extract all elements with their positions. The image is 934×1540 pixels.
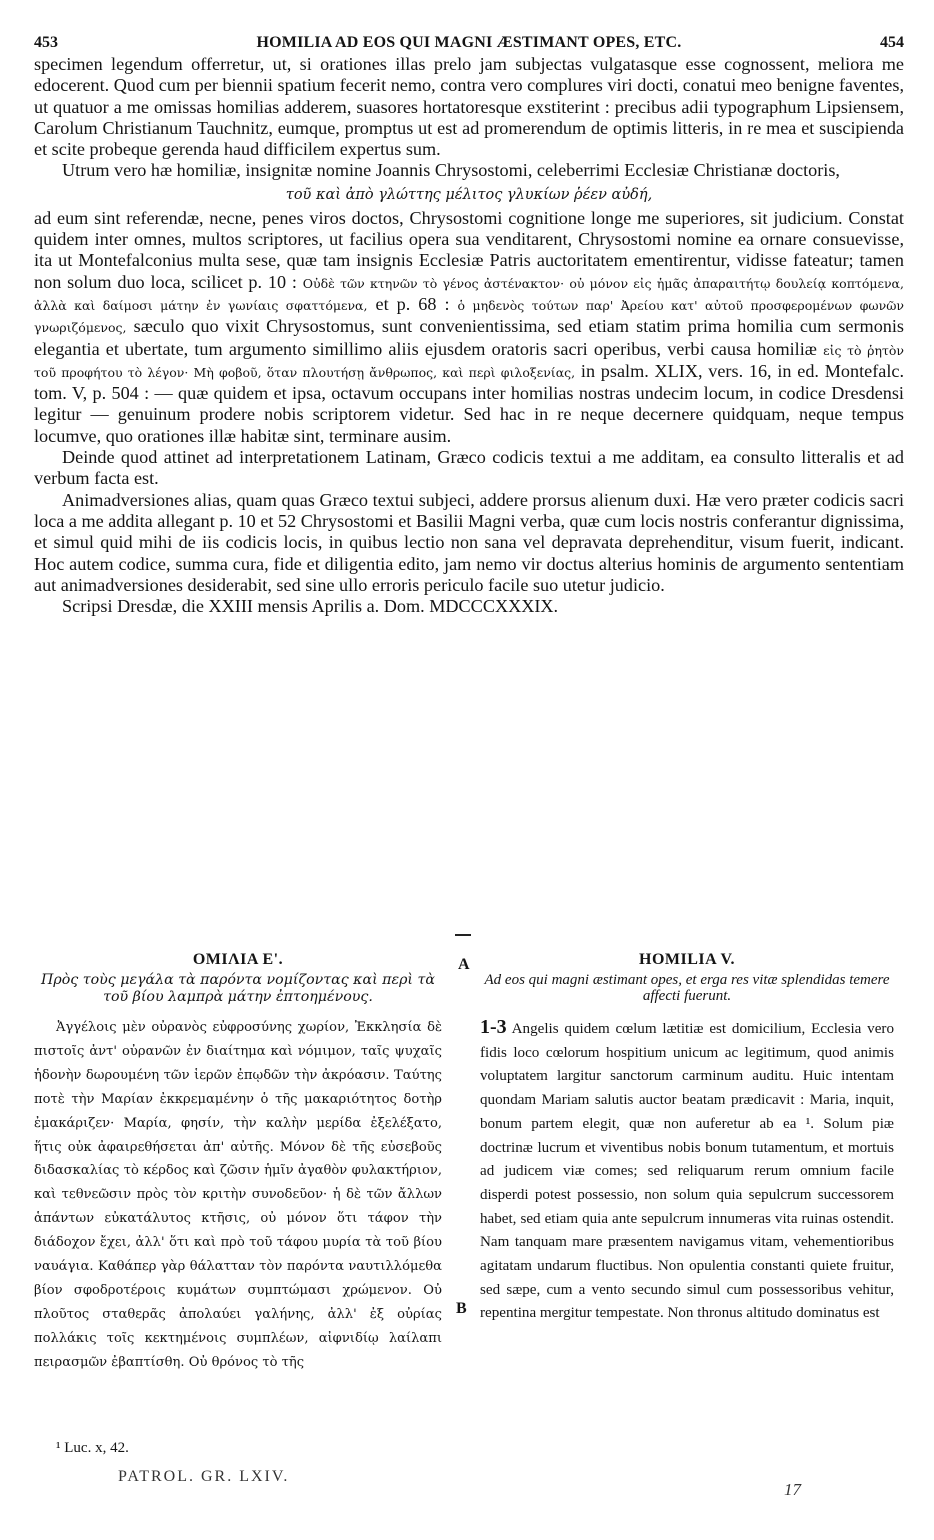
preface-text [34, 54, 904, 617]
preface-paragraph [34, 208, 904, 447]
latin-column [480, 950, 894, 1326]
margin-letter-b: B [456, 1300, 467, 1317]
latin-homily-text [480, 1016, 894, 1326]
preface-paragraph: Animadversiones alias, quam quas Græco textui subjeci, addere prorsus alienum duxi. Hæ vero præter codicis sacri loca a me addita allegant p. 10 et 52 Chrysostomi et Basilii Magni verba, quæ cum locis nostris conferantur dignissima, et simul quid mihi de iis codicis locis, in quibus lectio non sana vel depravata deprehenditur, visum fuerit, indicant. Hoc autem codice, summa cura, fide et diligentia edito, jam nemo vir doctus alterius hominis de argumento sententiam aut animadversiones desiderabit, sed sine ullo erroris periculo facile suo utetur judicio. [34, 489, 904, 595]
page-number-right: 454 [880, 34, 904, 51]
latin-homily-title: HOMILIA V. [639, 951, 735, 968]
latin-text-run: Angelis quidem cœlum lætitiæ est domicilium, Ecclesia vero fidis loco cœlorum hospitium unicum ac legitimum, quod animis voluptatem largitur sanctorum carminum auditu. Huic intentam quondam Mariam salutis auctor beatam prædicavit : Maria, inquit, bonum partem elegit, quæ non auferetur ab ea ¹. Solum piæ doctrinæ lucrum et viventibus nobis bonum tutamentum, et mortuis ad judicem viæ comes; sed reliquarum rerum omnium facile disperdi potest possessio, non solum quia sepulcrum successorem habet, sed etiam quia ante sepulcrum innumeras vita ruinas ostendit. Nam tanquam mare præsentem navigamus vitam, vehementioribus agitatam undarum fluctibus. Non opulentia constanti quiete fruitur, sed sæpe, cum a vento secundo simul cum possessoribus vehitur, repentina mergitur tempestate. Non thronus altitudo dominatus est [480, 1021, 894, 1322]
greek-quote: ὁ μηδενὸς τούτων παρ' Ἀρείου κατ' αὐτοῦ προσφερομένων φωνῶν γνωριζόμενος, [34, 297, 905, 336]
preface-paragraph: Deinde quod attinet ad interpretationem Latinam, Græco codicis textui a me additam, ea consulto litteralis et ad verbum facta est. [34, 447, 904, 489]
preface-paragraph: specimen legendum offerretur, ut, si orationes illas prelo jam subjectas vulgatasque esse cognossent, meliora me edocerent. Quod cum per biennii spatium fecerit nemo, contra vero complures viri docti, conatui meo benigne faventes, ut quatuor a me omissas homilias adderem, suasores hortatoresque exstiterint : precibus adii typographum Lipsiensem, Carolum Christianum Tauchnitz, eumque, promptus ut est ad promerendum de optimis litteris, in re mea et suscipienda et scite probeque gerenda haud difficilem expertus sum. [34, 54, 904, 160]
margin-letter-a: A [458, 956, 470, 973]
series-signature: PATROL. GR. LXIV. [118, 1468, 290, 1485]
preface-paragraph: Utrum vero hæ homiliæ, insignitæ nomine Joannis Chrysostomi, celeberrimi Ecclesiæ Christianæ doctoris, [62, 160, 840, 181]
preface-text-run: in psalm. XLIX, vers. 16, in ed. Montefalc. tom. V, p. 504 : — quæ quidem et ipsa, octavum occupans inter homilias nostras undecim locum, in codice Dresdensi legitur — genuinum prodere nobis scriptorem videtur. Sed hac in re neque decernere quidquam, neque tempus locumve, quo orationes illæ habitæ sint, terminare ausim. [34, 360, 904, 446]
section-divider [455, 934, 471, 936]
greek-quote: Οὐδὲ τῶν κτηνῶν τὸ γένος ἀστένακτον· οὐ μόνον εἰς ἡμᾶς ἀπαραιτήτῳ δουλείᾳ κοπτόμενα, ἀλλὰ καὶ δαίμοσι μάτην ἐν γωνίαις σφαττόμενα, [34, 275, 904, 313]
preface-text-run: sæculo quo vixit Chrysostomus, sunt convenientissima, sed etiam statim prima homilia cum sermonis elegantia et ubertate, tum argumento simillimo aliis ejusdem oratoris sacri operibus, verbi causa homiliæ [34, 316, 905, 359]
preface-text-run: et p. 68 : [375, 293, 450, 314]
preface-signature: Scripsi Dresdæ, die XXIII mensis Aprilis a. Dom. MDCCCXXXIX. [62, 596, 559, 617]
footnote: ¹ Luc. x, 42. [56, 1440, 129, 1456]
greek-homily-subtitle: Πρὸς τοὺς μεγάλα τὰ παρόντα νομίζοντας καὶ περὶ τὰ τοῦ βίου λαμπρὰ μάτην ἐπτοημένους. [41, 972, 435, 1005]
greek-homily-title: ΟΜΙΛΙΑ Ε'. [192, 951, 284, 968]
greek-homily-text: Ἀγγέλοις μὲν οὐρανὸς εὐφροσύνης χωρίον, Ἐκκλησία δὲ πιστοῖς ἀντ' οὐρανῶν ἐν διαίτημα καὶ νόμιμον, ταῖς ψυχαῖς ἡδονὴν δωρουμένη τῶν ἱερῶν ἐπῳδῶν τὴν ἀκρόασιν. Ταύτης ποτὲ τὴν Μαρίαν ἐκκρεμαμένην ὁ τῆς μακαριότητος δοτὴρ ἐμακάριζεν· Μαρία, φησίν, τὴν καλὴν μερίδα ἐξελέξατο, ἥτις οὐκ ἀφαιρεθήσεται ἀπ' αὐτῆς. Μόνον δὲ τῆς εὐσεβοῦς διδασκαλίας τὸ κέρδος καὶ ζῶσιν ἡμῖν ἀγαθὸν φυλακτήριον, καὶ τεθνεῶσιν πρὸς τὸν κριτὴν συνοδεῦον· ἡ δὲ τῶν ἄλλων ἁπάντων εὐκατάλυτος κτῆσις, οὐ μόνον ὅτι τάφον τὴν διάδοχον ἔχει, ἀλλ' ὅτι καὶ πρὸ τοῦ τάφου μυρία τὰ τοῦ βίου ναυάγια. Καθάπερ γὰρ θάλατταν τὸν παρόντα ναυτιλλόμεθα βίον σφοδροτέροις κυμάτων συμπτώμασι χρώμενον. Οὐ πλοῦτος σταθερᾶς ἀπολαύει γαλήνης, ἀλλ' ἐξ οὐρίας πολλάκις τοῖς κεκτημένοις συμπλέων, αἰφνιδίῳ λαίλαπι πειρασμῶν ἐβαπτίσθη. Οὐ θρόνος τὸ τῆς [34, 1020, 442, 1370]
latin-homily-subtitle: Ad eos qui magni æstimant opes, et erga res vitæ splendidas temere affecti fuerunt. [484, 972, 890, 1004]
greek-column [34, 950, 442, 1375]
running-header [34, 34, 904, 56]
preface-text-run: ad eum sint referendæ, necne, penes viros doctos, Chrysostomi cognitione longe me superiores, sit judicium. Constat quidem inter omnes, multos scriptores, ut facilius opera sua venditarent, Chrysostomi nomine ea ornare consuevisse, ita ut Montefalconius multa sese, quæ tam insignis Ecclesiæ Patris auctoritatem ementirentur, vidisse fateatur; tamen non solum duo loca, scilicet p. 10 : [34, 207, 904, 292]
gathering-signature: 17 [784, 1480, 801, 1499]
running-title: HOMILIA AD EOS QUI MAGNI ÆSTIMANT OPES, ETC. [256, 34, 682, 51]
greek-verse: τοῦ καὶ ἀπὸ γλώττης μέλιτος γλυκίων ῥέεν αὐδή, [285, 186, 653, 203]
page-number-left: 453 [34, 34, 58, 51]
section-number: 1-3 [480, 1016, 507, 1038]
greek-quote: εἰς τὸ ῥητὸν τοῦ προφήτου τὸ λέγον· Μὴ φοβοῦ, ὅταν πλουτήσῃ ἄνθρωπος, καὶ περὶ φιλοξενίας, [34, 342, 904, 380]
